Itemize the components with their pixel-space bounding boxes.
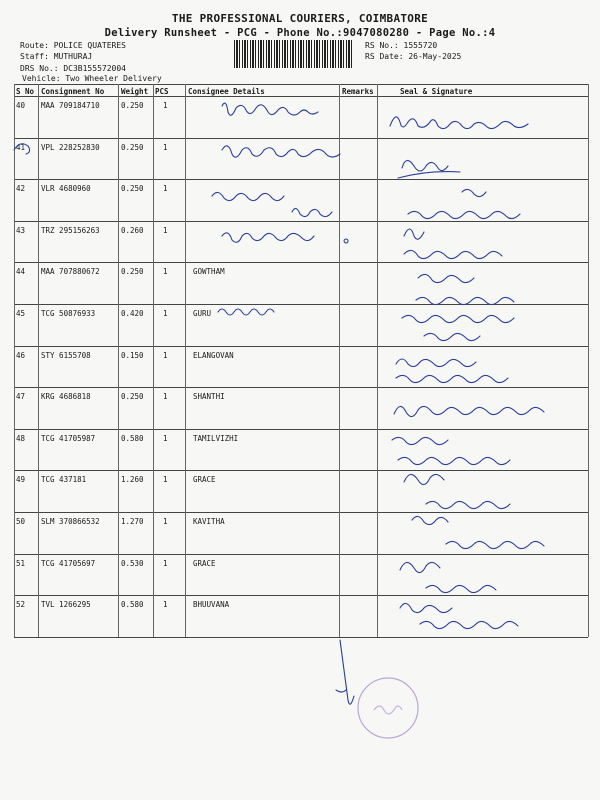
signature-49 [404, 474, 510, 508]
handwritten-consignee-41 [222, 146, 340, 157]
row-consignment-no: TCG 41705697 [41, 558, 96, 568]
runsheet-title: Delivery Runsheet - PCG - Phone No.:9047080280 - Page No.:4 [104, 27, 496, 39]
vehicle-label: Vehicle: Two Wheeler Delivery [22, 74, 162, 83]
row-weight: 0.250 [121, 101, 144, 110]
row-pcs: 1 [163, 101, 168, 110]
signature-52 [400, 603, 518, 628]
table-header-rule [14, 96, 588, 97]
row-consignee: ELANGOVAN [193, 350, 234, 360]
row-pcs: 1 [163, 267, 168, 277]
col-sno-header: S No [16, 87, 35, 96]
row-pcs: 1 [163, 225, 168, 235]
row-weight: 0.250 [121, 392, 144, 402]
col-seal-header: Seal & Signature [400, 87, 473, 96]
row-consignment-no: STY 6155708 [41, 350, 91, 360]
handwritten-consignee-40 [222, 103, 318, 115]
row-consignee: BHUUVANA [193, 600, 230, 610]
signature-43 [404, 229, 502, 259]
table-top-rule [14, 84, 588, 85]
col-pcs-header: PCS [155, 87, 169, 96]
row-pcs: 1 [163, 433, 168, 443]
row-consignee: GOWTHAM [193, 267, 225, 277]
col-remarks-header: Remarks [342, 87, 374, 96]
row-divider [14, 138, 588, 139]
col-weight-header: Weight [121, 87, 149, 96]
row-divider [14, 304, 588, 305]
row-divider [14, 387, 588, 388]
signature-44 [416, 274, 514, 304]
row-sno: 43 [16, 225, 26, 235]
row-consignment-no: TCG 50876933 [41, 309, 96, 318]
row-pcs: 1 [163, 350, 168, 360]
column-rule [14, 84, 15, 637]
row-weight: 0.530 [121, 558, 144, 568]
row-pcs: 1 [163, 309, 168, 318]
row-consignee: KAVITHA [193, 517, 225, 526]
row-divider [14, 595, 588, 596]
row-sno: 50 [16, 517, 26, 526]
signature-45 [402, 315, 514, 340]
tick-mark [336, 640, 354, 704]
row-sno: 42 [16, 184, 26, 194]
row-sno: 45 [16, 309, 26, 318]
row-consignee: GRACE [193, 558, 216, 568]
row-weight: 0.260 [121, 225, 144, 235]
row-pcs: 1 [163, 475, 168, 485]
row-pcs: 1 [163, 392, 168, 402]
row-divider [14, 637, 588, 638]
row-sno: 48 [16, 433, 26, 443]
signature-41 [398, 160, 460, 178]
column-rule [377, 84, 378, 637]
row-consignment-no: TRZ 295156263 [41, 225, 100, 235]
column-rule [118, 84, 119, 637]
row-consignee: GRACE [193, 475, 216, 485]
row-sno: 40 [16, 101, 26, 110]
rs-date: RS Date: 26-May-2025 [365, 52, 462, 61]
row-consignment-no: TVL 1266295 [41, 600, 91, 610]
row-sno: 47 [16, 392, 26, 402]
column-rule [588, 84, 589, 637]
row-consignment-no: KRG 4686818 [41, 392, 91, 402]
signature-51 [400, 562, 496, 592]
staff-label: Staff: MUTHURAJ [20, 52, 93, 61]
row-weight: 0.250 [121, 142, 144, 152]
row-consignment-no: MAA 709184710 [41, 101, 100, 110]
row-divider [14, 262, 588, 263]
row-divider [14, 429, 588, 430]
signature-47 [394, 406, 544, 416]
stamp-circle [358, 678, 418, 738]
col-consignee-header: Consignee Details [188, 87, 265, 96]
rs-number: RS No.: 1555720 [365, 41, 438, 50]
row-divider [14, 470, 588, 471]
route-label: Route: POLICE QUATERES [20, 41, 126, 50]
row-consignment-no: TCG 41705987 [41, 433, 96, 443]
column-rule [185, 84, 186, 637]
row-weight: 0.580 [121, 600, 144, 610]
row-consignment-no: VLR 4680960 [41, 184, 91, 194]
row-consignment-no: SLM 370866532 [41, 517, 100, 526]
row-weight: 1.260 [121, 475, 144, 485]
row-pcs: 1 [163, 184, 168, 194]
row-pcs: 1 [163, 600, 168, 610]
company-title: THE PROFESSIONAL COURIERS, COIMBATORE [171, 12, 429, 25]
row-sno: 52 [16, 600, 26, 610]
barcode [234, 40, 352, 68]
row-consignment-no: MAA 707880672 [41, 267, 100, 277]
row-weight: 0.420 [121, 309, 144, 318]
signature-48 [392, 437, 510, 464]
row-pcs: 1 [163, 142, 168, 152]
row-consignee: GURU [193, 309, 212, 318]
column-rule [153, 84, 154, 637]
signature-40 [390, 117, 528, 129]
handwritten-consignee-43 [222, 233, 314, 242]
signature-42 [408, 189, 520, 218]
row-divider [14, 179, 588, 180]
signature-46 [396, 359, 508, 383]
row-weight: 0.250 [121, 267, 144, 277]
row-divider [14, 346, 588, 347]
row-consignment-no: TCG 437181 [41, 475, 87, 485]
row-sno: 51 [16, 558, 26, 568]
row-weight: 0.250 [121, 184, 144, 194]
row-weight: 1.270 [121, 517, 144, 526]
row-weight: 0.150 [121, 350, 144, 360]
row-sno: 49 [16, 475, 26, 485]
column-rule [339, 84, 340, 637]
handwritten-remark-43 [344, 239, 348, 243]
row-sno: 46 [16, 350, 26, 360]
row-consignment-no: VPL 228252830 [41, 142, 100, 152]
column-rule [38, 84, 39, 637]
row-pcs: 1 [163, 517, 168, 526]
row-weight: 0.580 [121, 433, 144, 443]
drs-label: DRS No.: DC3B155572004 [20, 64, 126, 73]
row-divider [14, 221, 588, 222]
signature-50 [412, 516, 544, 548]
handwritten-consignee-45 [218, 309, 274, 315]
row-divider [14, 512, 588, 513]
row-consignee: SHANTHI [193, 392, 225, 402]
row-divider [14, 554, 588, 555]
row-pcs: 1 [163, 558, 168, 568]
col-consignment-header: Consignment No [41, 87, 105, 96]
row-sno: 41 [16, 142, 26, 152]
row-sno: 44 [16, 267, 26, 277]
handwritten-consignee-42 [212, 192, 332, 216]
row-consignee: TAMILVIZHI [193, 433, 239, 443]
